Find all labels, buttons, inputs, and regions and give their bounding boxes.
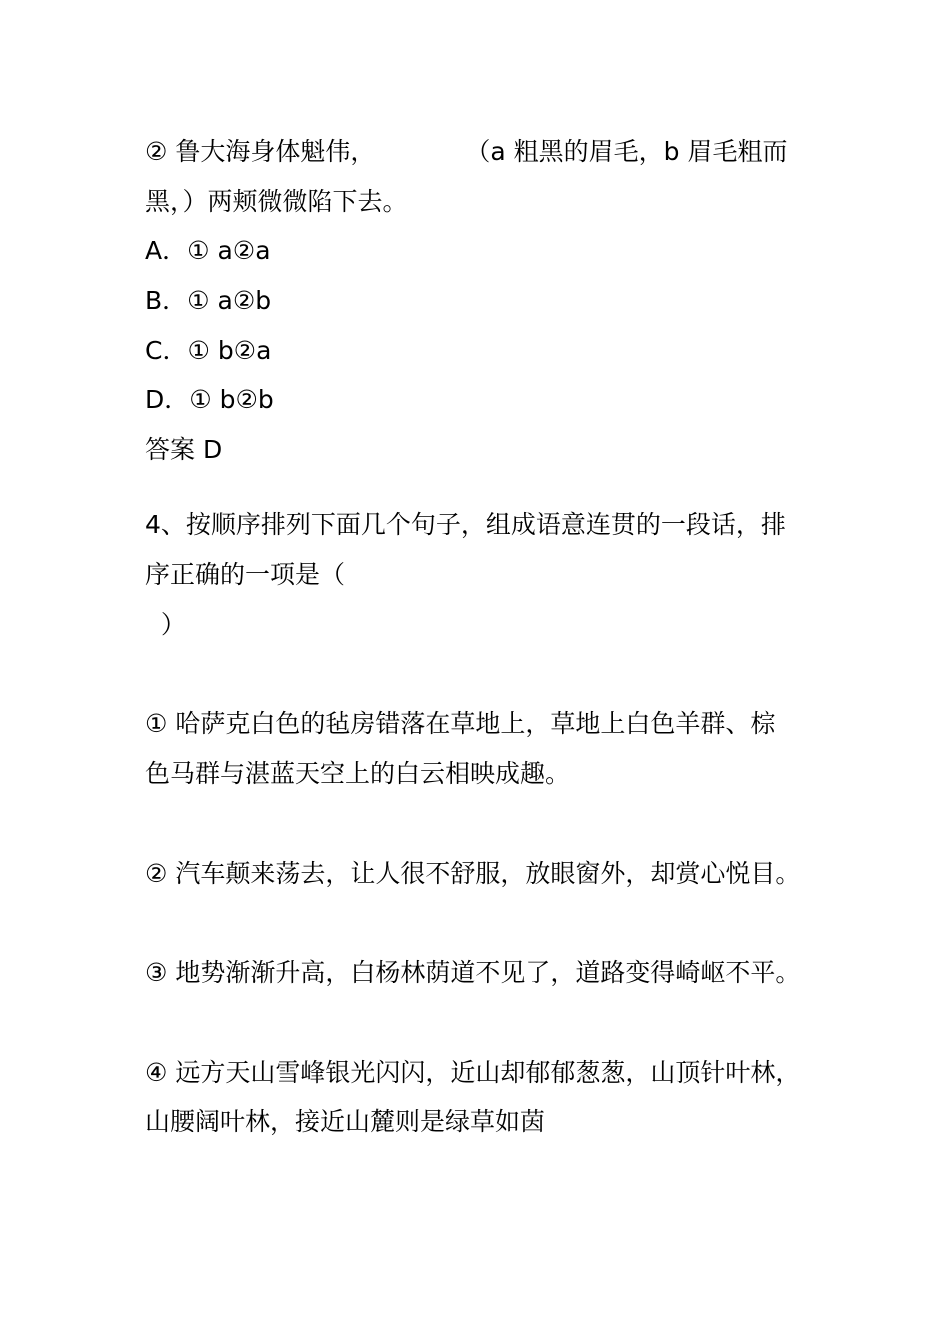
q3-option-c: C．① b②a — [145, 336, 272, 365]
q4-sentence1-line1: ① 哈萨克白色的毡房错落在草地上，草地上白色羊群、棕 — [145, 709, 776, 738]
q4-sentence3: ③ 地势渐渐升高，白杨林荫道不见了，道路变得崎岖不平。 — [145, 958, 801, 987]
q4-sentence4-line2: 山腰阔叶林，接近山麓则是绿草如茵 — [145, 1107, 546, 1136]
q3-item2-line1 — [145, 137, 787, 167]
q4-sentence1-line2: 色马群与湛蓝天空上的白云相映成趣。 — [145, 759, 571, 788]
q4-stem-line1: 4、按顺序排列下面几个句子，组成语意连贯的一段话，排 — [145, 510, 786, 539]
q4-sentence2: ② 汽车颠来荡去，让人很不舒服，放眼窗外，却赏心悦目。 — [145, 859, 801, 888]
q3-item2-line2: 黑，）两颊微微陷下去。 — [145, 187, 408, 216]
q3-item2-part1: ② 鲁大海身体魁伟， — [145, 137, 376, 166]
q4-stem-line3: ） — [145, 610, 186, 639]
q3-item2-part2: （a 粗黑的眉毛，b 眉毛粗而 — [465, 137, 788, 166]
q3-option-b: B．① a②b — [145, 286, 272, 315]
q4-sentence4-line1: ④ 远方天山雪峰银光闪闪，近山却郁郁葱葱，山顶针叶林， — [145, 1058, 801, 1087]
q3-answer: 答案 D — [145, 435, 223, 464]
q3-option-a: A．① a②a — [145, 236, 271, 265]
q4-stem-line2: 序正确的一项是（ — [145, 560, 346, 589]
q3-option-d: D．① b②b — [145, 385, 274, 414]
